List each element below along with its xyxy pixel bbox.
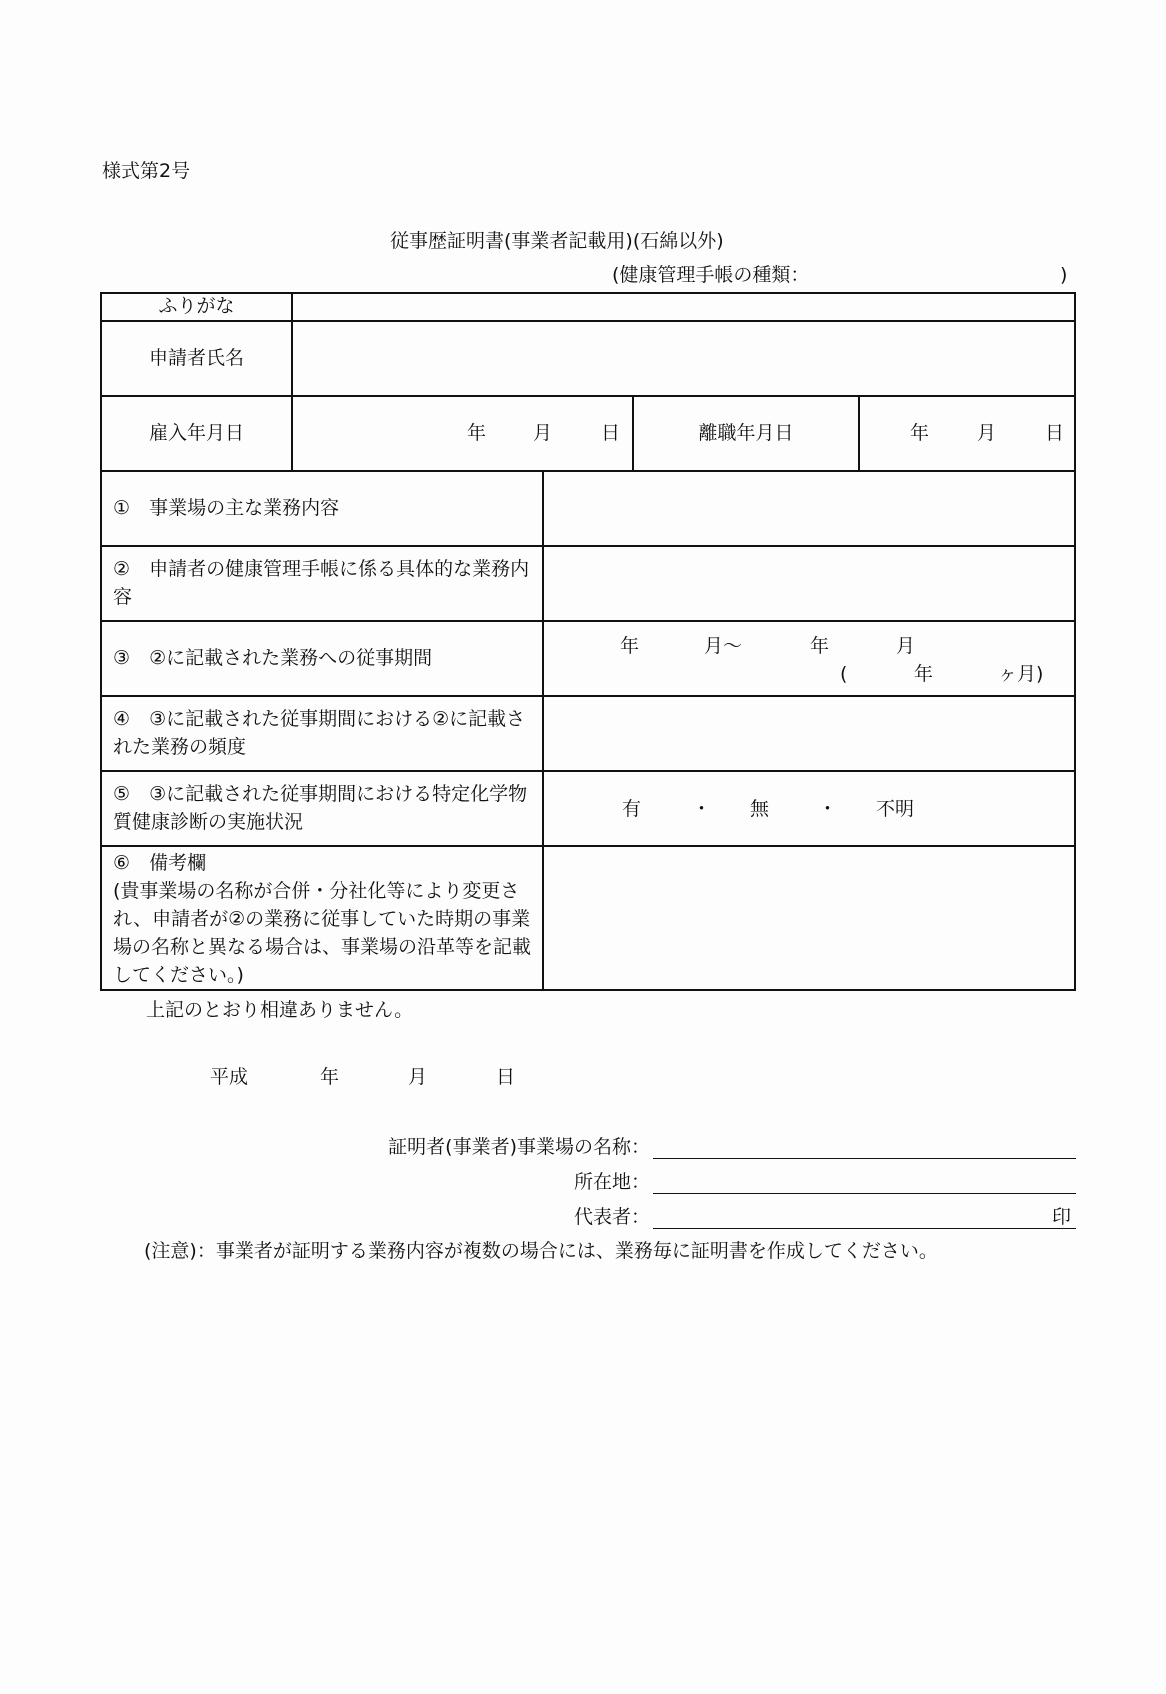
seal-mark: 印 [1052, 1206, 1072, 1228]
leave-date-label: 離職年月日 [698, 422, 794, 444]
date-day-unit: 日 [496, 1066, 516, 1088]
option-separator: ・ [818, 798, 838, 820]
form-number: 様式第2号 [102, 160, 191, 182]
item-5-options[interactable] [544, 772, 1074, 845]
representative-label: 代表者： [573, 1206, 650, 1228]
hire-day-unit: 日 [601, 422, 621, 444]
applicant-name-label: 申請者氏名 [148, 347, 244, 369]
period-from-month: 月～ [704, 635, 743, 657]
notebook-type-close: ) [1060, 264, 1068, 286]
item-4-label: ④ ③に記載された従事期間における②に記載された業務の頻度 [113, 708, 526, 758]
address-underline [653, 1193, 1076, 1194]
leave-month-unit: 月 [977, 422, 997, 444]
hire-year-unit: 年 [467, 422, 487, 444]
item-3-period-field[interactable] [544, 622, 1074, 695]
item-4-field[interactable] [544, 697, 1074, 770]
declaration-text: 上記のとおり相違ありません。 [146, 999, 414, 1021]
certifier-name-field[interactable] [653, 1134, 1076, 1158]
option-unknown[interactable]: 不明 [876, 798, 915, 820]
furigana-label: ふりがな [158, 295, 235, 317]
leave-year-unit: 年 [910, 422, 930, 444]
item-2-field[interactable] [544, 547, 1074, 620]
period-to-year: 年 [810, 635, 830, 657]
representative-underline [653, 1228, 1076, 1229]
address-field[interactable] [653, 1169, 1076, 1193]
period-to-month: 月 [896, 635, 916, 657]
item-3-label: ③ ②に記載された業務への従事期間 [113, 647, 433, 669]
item-1-label: ① 事業場の主な業務内容 [113, 497, 340, 519]
period-duration-open: ( [840, 663, 848, 685]
notebook-type-label: (健康管理手帳の種類： [612, 264, 810, 286]
applicant-name-field[interactable] [293, 322, 1074, 395]
option-yes[interactable]: 有 [622, 798, 642, 820]
certifier-name-underline [653, 1158, 1076, 1159]
period-duration-year: 年 [914, 663, 934, 685]
period-from-year: 年 [620, 635, 640, 657]
item-6-label: ⑥ 備考欄 [113, 852, 207, 874]
item-6-note: (貴事業場の名称が合併・分社化等により変更され、申請者が②の業務に従事していた時期の事業場の名称と異なる場合は、事業場の沿革等を記載してください。) [113, 880, 532, 986]
document-title: 従事歴証明書(事業者記載用)(石綿以外) [390, 230, 724, 252]
leave-day-unit: 日 [1045, 422, 1065, 444]
hire-month-unit: 月 [533, 422, 553, 444]
date-month-unit: 月 [408, 1066, 428, 1088]
hire-date-field[interactable] [293, 397, 632, 470]
address-label: 所在地： [573, 1171, 650, 1193]
notebook-type-field[interactable] [840, 262, 1055, 286]
option-no[interactable]: 無 [750, 798, 770, 820]
caution-note: (注意)：事業者が証明する業務内容が複数の場合には、業務毎に証明書を作成してください。 [144, 1240, 938, 1262]
representative-field[interactable] [653, 1204, 1053, 1228]
item-1-field[interactable] [544, 472, 1074, 545]
furigana-field[interactable] [293, 294, 1074, 320]
option-separator: ・ [692, 798, 712, 820]
period-duration-month: ヶ月) [998, 663, 1044, 685]
certifier-name-label: 証明者(事業者)事業場の名称： [388, 1136, 650, 1158]
date-year-unit: 年 [320, 1066, 340, 1088]
item-6-remarks-field[interactable] [544, 847, 1074, 989]
leave-date-field[interactable] [860, 397, 1074, 470]
date-era: 平成 [210, 1066, 249, 1088]
item-2-label: ② 申請者の健康管理手帳に係る具体的な業務内容 [113, 558, 530, 608]
hire-date-label: 雇入年月日 [148, 422, 244, 444]
item-5-label: ⑤ ③に記載された従事期間における特定化学物質健康診断の実施状況 [113, 783, 528, 833]
